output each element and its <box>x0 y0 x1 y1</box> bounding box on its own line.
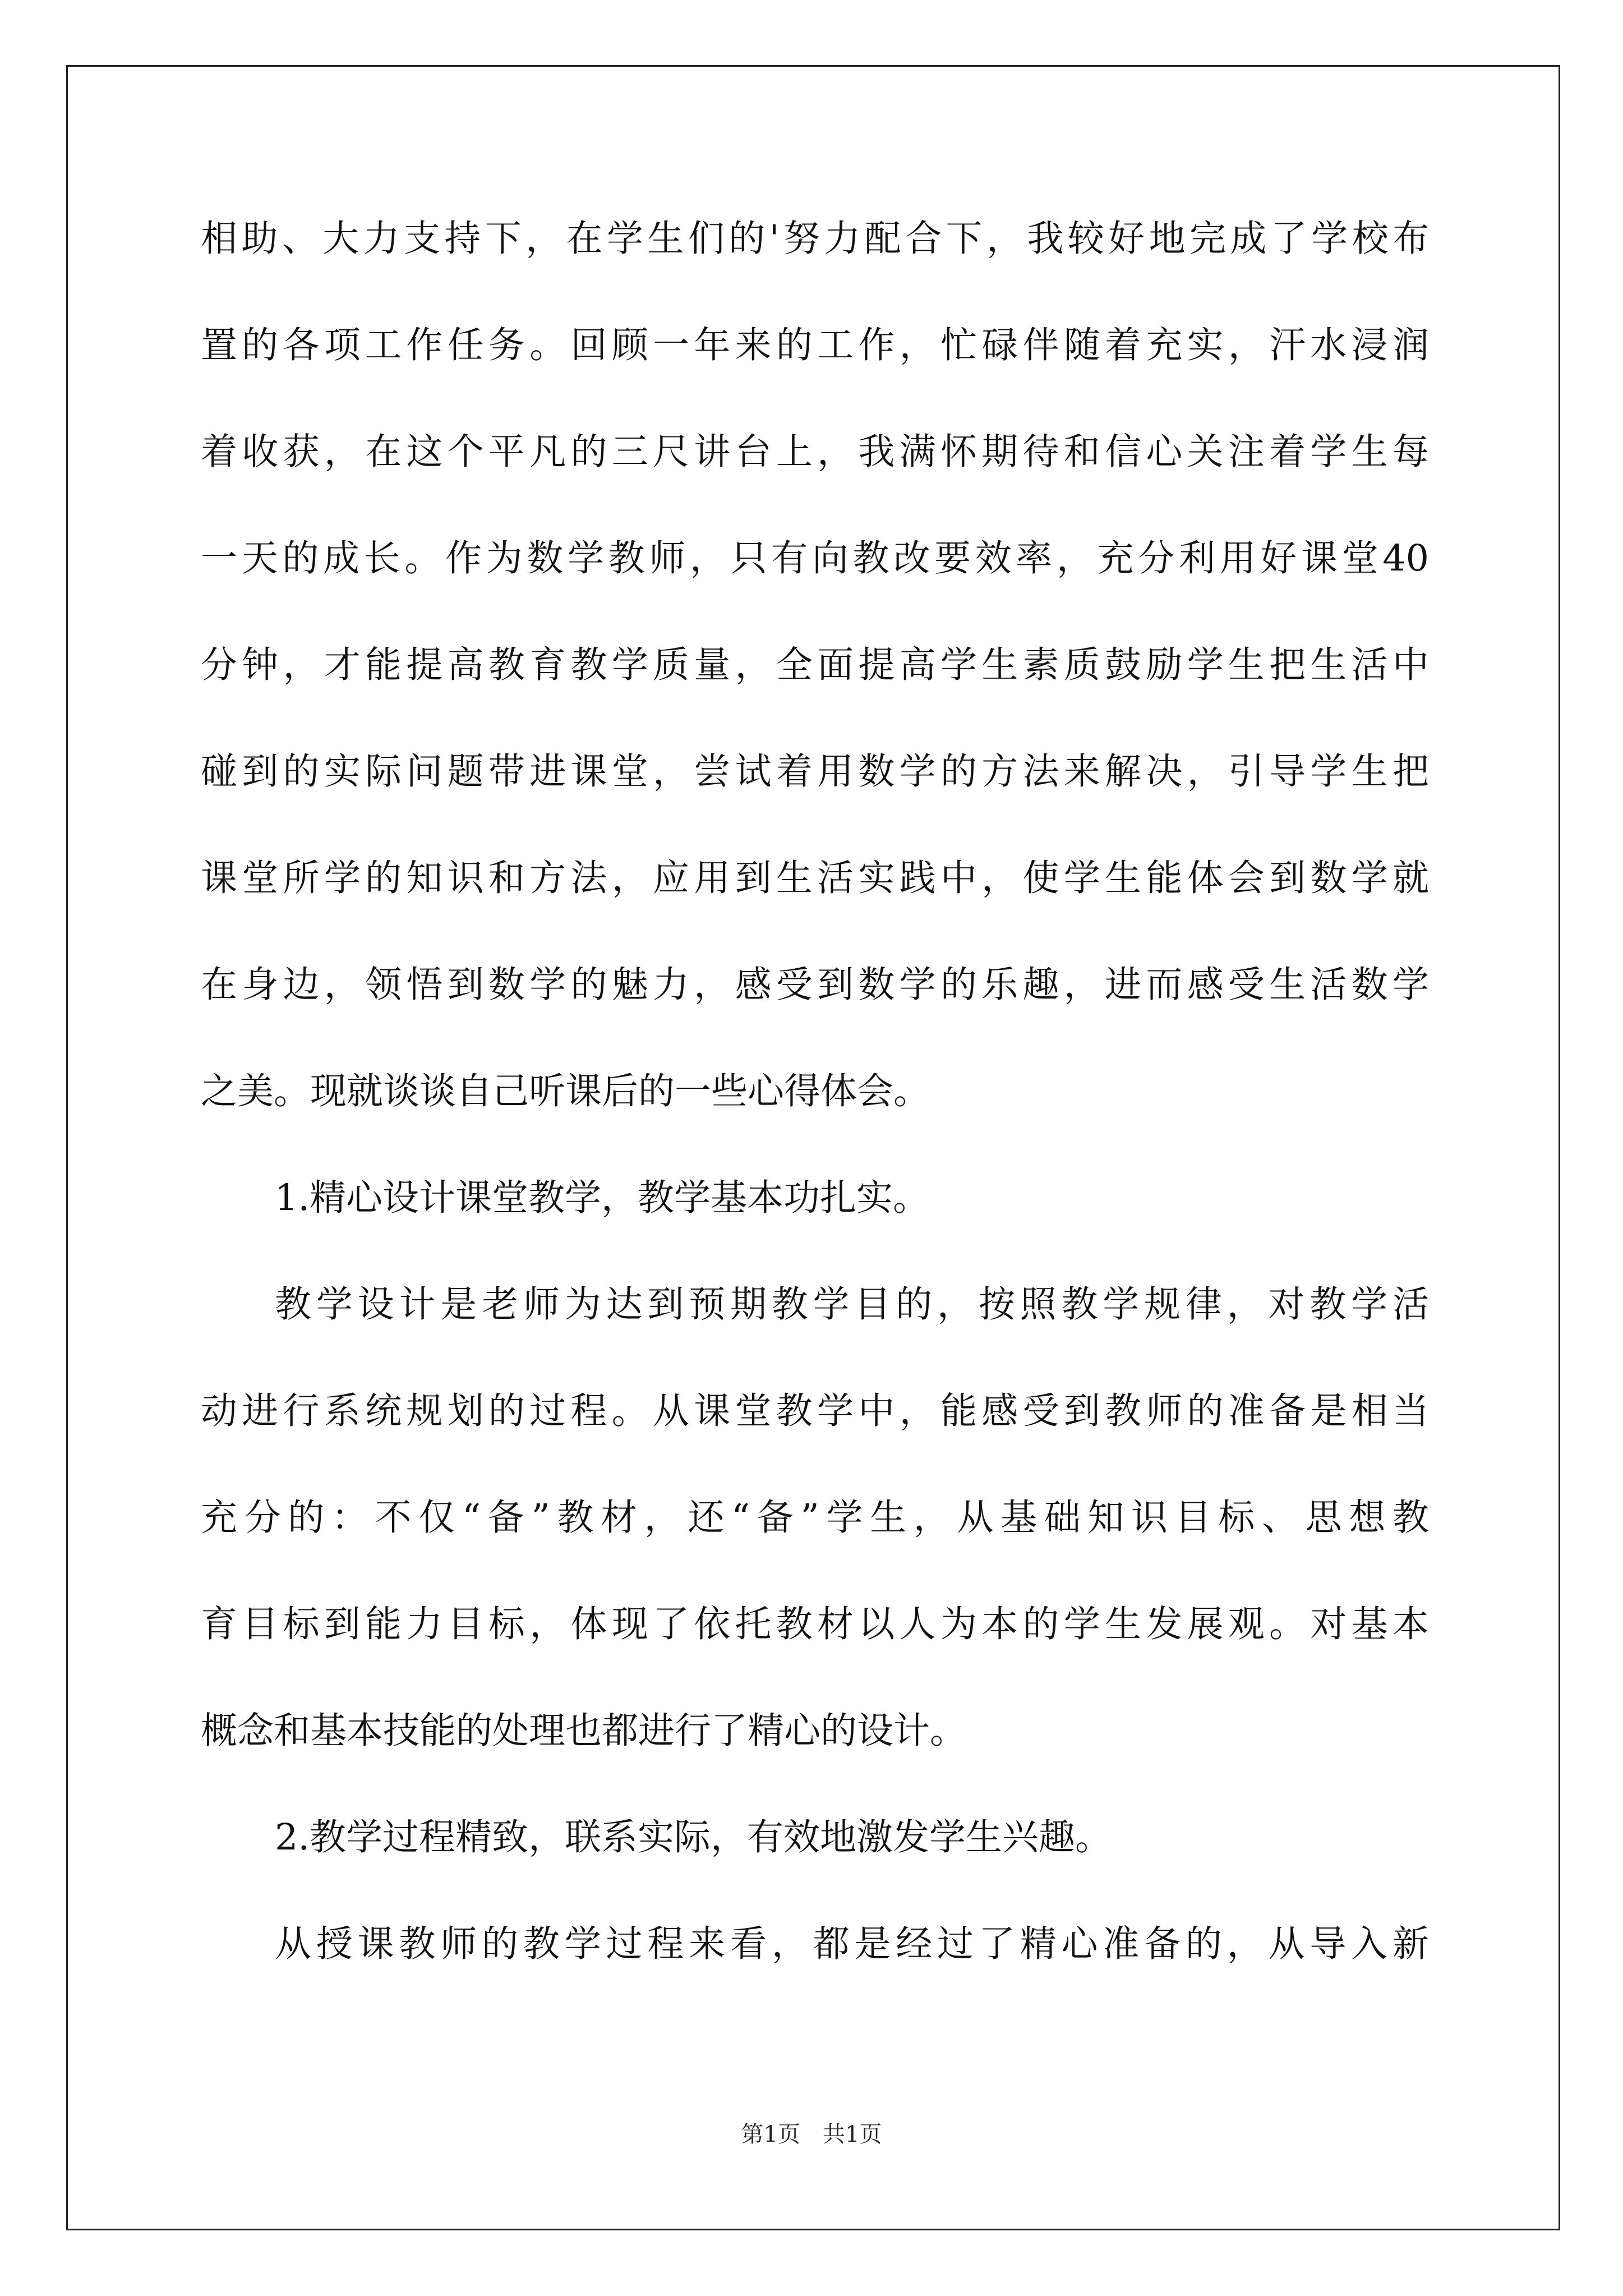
text-line: 相助、大力支持下，在学生们的'努力配合下，我较好地完成了学校布 <box>201 218 1429 260</box>
text-line: 从授课教师的教学过程来看，都是经过了精心准备的，从导入新 <box>275 1923 1429 1965</box>
page-number: 第1页 共1页 <box>741 2122 882 2147</box>
text-line: 课堂所学的知识和方法，应用到生活实践中，使学生能体会到数学就 <box>201 857 1429 899</box>
text-line: 充分的：不仅“备”教材，还“备”学生，从基础知识目标、思想教 <box>201 1497 1429 1539</box>
text-line: 动进行系统规划的过程。从课堂教学中，能感受到教师的准备是相当 <box>201 1390 1429 1432</box>
section-heading: 2.教学过程精致，联系实际，有效地激发学生兴趣。 <box>275 1816 1112 1858</box>
section-heading: 1.精心设计课堂教学，教学基本功扎实。 <box>275 1177 930 1219</box>
document-body <box>201 220 1429 2032</box>
text-line: 教学设计是老师为达到预期教学目的，按照教学规律，对教学活 <box>275 1283 1429 1326</box>
text-line: 在身边，领悟到数学的魅力，感受到数学的乐趣，进而感受生活数学 <box>201 964 1429 1006</box>
text-line: 之美。现就谈谈自己听课后的一些心得体会。 <box>201 1070 930 1112</box>
text-line: 育目标到能力目标，体现了依托教材以人为本的学生发展观。对基本 <box>201 1603 1429 1645</box>
text-line: 一天的成长。作为数学教师，只有向教改要效率，充分利用好课堂40 <box>201 537 1429 579</box>
text-line: 置的各项工作任务。回顾一年来的工作，忙碌伴随着充实，汗水浸润 <box>201 324 1429 366</box>
text-line: 分钟，才能提高教育教学质量，全面提高学生素质鼓励学生把生活中 <box>201 644 1429 686</box>
text-line: 概念和基本技能的处理也都进行了精心的设计。 <box>201 1710 967 1752</box>
text-line: 碰到的实际问题带进课堂，尝试着用数学的方法来解决，引导学生把 <box>201 751 1429 793</box>
text-line: 着收获，在这个平凡的三尺讲台上，我满怀期待和信心关注着学生每 <box>201 431 1429 473</box>
